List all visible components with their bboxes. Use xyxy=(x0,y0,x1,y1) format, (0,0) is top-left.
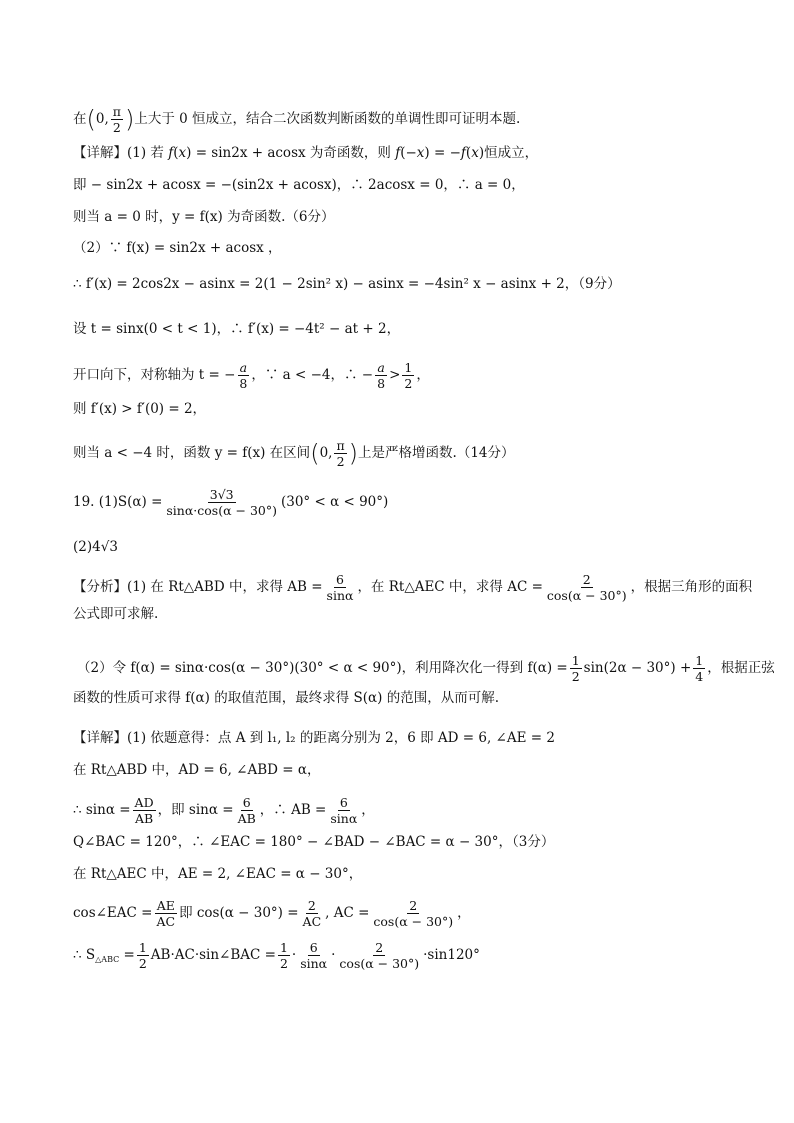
line-1: 在(0, $\frac{\pi}{2}$ )上大于 0 恒成立，结合二次函数判断函数的单调性即可证明本题. xyxy=(73,104,521,135)
fraction: $\frac{AD}{AB}$ xyxy=(134,795,154,826)
fraction: $\frac{a}{8}$ xyxy=(377,360,386,391)
line-11: 19. (1)S(α) = $\frac{3√3}{\sin\alpha\cdot\cos(\alpha - 30^\circ)}$ (30° < α < 90°) xyxy=(73,487,389,518)
line-21: 在 Rt△AEC 中，AE = 2, ∠EAC = α − 30°， xyxy=(73,866,363,882)
fraction: $\frac{1}{4}$ xyxy=(695,653,704,684)
section-tag: 【详解】 xyxy=(73,730,127,746)
text: 上大于 0 恒成立，结合二次函数判断函数的单调性即可证明本题. xyxy=(134,111,521,127)
fraction: $\frac{1}{2}$ xyxy=(138,940,147,971)
line-6: ∴ f′(x) = 2cos2x − asinx = 2(1 − 2sin² x) − asinx = −4sin² x − asinx + 2，（9分） xyxy=(73,276,621,292)
paren-open: ( xyxy=(86,105,96,134)
line-3: 即 − sin2x + acosx = −(sin2x + acosx)，∴ 2acosx = 0，∴ a = 0， xyxy=(73,177,525,193)
fraction: $\frac{2}{\cos(\alpha - 30^\circ)}$ xyxy=(339,940,420,971)
line-7: 设 t = sinx(0 < t < 1)，∴ f′(x) = −4t² − at + 2， xyxy=(73,321,401,337)
section-tag: 【详解】 xyxy=(73,145,127,161)
problem-19-label: 19. (1)S(α) = xyxy=(73,494,163,510)
paren-close: ) xyxy=(348,439,359,468)
fraction: $\frac{6}{\sin\alpha}$ xyxy=(330,795,358,826)
line-5: （2）∵ f(x) = sin2x + acosx ， xyxy=(73,240,282,256)
fraction: $\frac{1}{2}$ xyxy=(571,653,580,684)
line-18: 在 Rt△ABD 中，AD = 6, ∠ABD = α， xyxy=(73,762,321,778)
fraction: $\frac{1}{2}$ xyxy=(279,940,288,971)
fraction: $\frac{a}{8}$ xyxy=(239,360,248,391)
line-9: 则 f′(x) > f′(0) = 2， xyxy=(73,401,207,417)
fraction: $\frac{2}{\cos(\alpha - 30^\circ)}$ xyxy=(546,572,627,603)
line-13: 【分析】(1) 在 Rt△ABD 中，求得 AB = $\frac{6}{\sin\alpha}$ ，在 Rt△AEC 中，求得 AC = $\frac{2}{\cos(\alpha - 30^\circ)}$ ，根据三角形的面积 xyxy=(73,572,753,603)
text: 在 xyxy=(73,111,87,127)
line-23: ∴ $S_{\triangle ABC}$ = $\frac{1}{2}$ AB·AC·sin∠BAC = $\frac{1}{2}$ · $\frac{6}{\sin\alpha}$ · $\frac{2}{\cos(\alpha - 30^\circ)}$ ·sin120° xyxy=(73,940,480,971)
fraction: $\frac{3√3}{\sin\alpha\cdot\cos(\alpha - 30^\circ)}$ xyxy=(166,487,277,518)
fraction: $\frac{6}{\sin\alpha}$ xyxy=(326,572,354,603)
line-8: 开口向下，对称轴为 t = − $\frac{a}{8}$ ，∵ a < −4，∴ − $\frac{a}{8}$ > $\frac{1}{2}$ ， xyxy=(73,360,430,391)
fraction: $\frac{2}{AC}$ xyxy=(302,898,322,929)
line-12: (2)4√3 xyxy=(73,539,118,555)
line-10: 则当 a < −4 时，函数 y = f(x) 在区间(0, $\frac{\pi}{2}$ )上是严格增函数.（14分） xyxy=(73,438,515,469)
line-14: 公式即可求解. xyxy=(73,606,159,622)
paren-open: ( xyxy=(310,439,320,468)
fraction: $\frac{1}{2}$ xyxy=(404,360,413,391)
fraction: $\frac{6}{\sin\alpha}$ xyxy=(300,940,328,971)
line-20: Q∠BAC = 120°，∴ ∠EAC = 180° − ∠BAD − ∠BAC = α − 30°，（3分） xyxy=(73,834,555,850)
line-4: 则当 a = 0 时，y = f(x) 为奇函数.（6分） xyxy=(73,209,335,225)
line-2: 【详解】(1) 若 f(x) = sin2x + acosx 为奇函数，则 f(−x) = −f(x)恒成立， xyxy=(73,145,539,161)
line-16: 函数的性质可求得 f(α) 的取值范围，最终求得 S(α) 的范围，从而可解. xyxy=(73,690,500,706)
line-19: ∴ sinα = $\frac{AD}{AB}$ ，即 sinα = $\frac{6}{AB}$ ，∴ AB = $\frac{6}{\sin\alpha}$ ， xyxy=(73,795,375,826)
paren-close: ) xyxy=(124,105,135,134)
line-15: （2）令 f(α) = sinα·cos(α − 30°)(30° < α < 90°)，利用降次化一得到 f(α) = $\frac{1}{2}$ sin(2α − 30°) + $\frac{1}{4}$ ，根据正弦 xyxy=(77,653,775,684)
line-17: 【详解】(1) 依题意得：点 A 到 l₁, l₂ 的距离分别为 2，6 即 AD = 6, ∠AE = 2 xyxy=(73,730,555,746)
fraction: $\frac{2}{\cos(\alpha - 30^\circ)}$ xyxy=(373,898,454,929)
fraction: $\frac{6}{AB}$ xyxy=(237,795,256,826)
section-tag: 【分析】 xyxy=(73,579,127,595)
fraction: $\frac{\pi}{2}$ xyxy=(112,104,121,135)
line-22: cos∠EAC = $\frac{AE}{AC}$ 即 cos(α − 30°) = $\frac{2}{AC}$ , AC = $\frac{2}{\cos(\alpha - 30^\circ)}$ ， xyxy=(73,898,471,929)
fraction: $\frac{\pi}{2}$ xyxy=(336,438,345,469)
fraction: $\frac{AE}{AC}$ xyxy=(156,898,176,929)
